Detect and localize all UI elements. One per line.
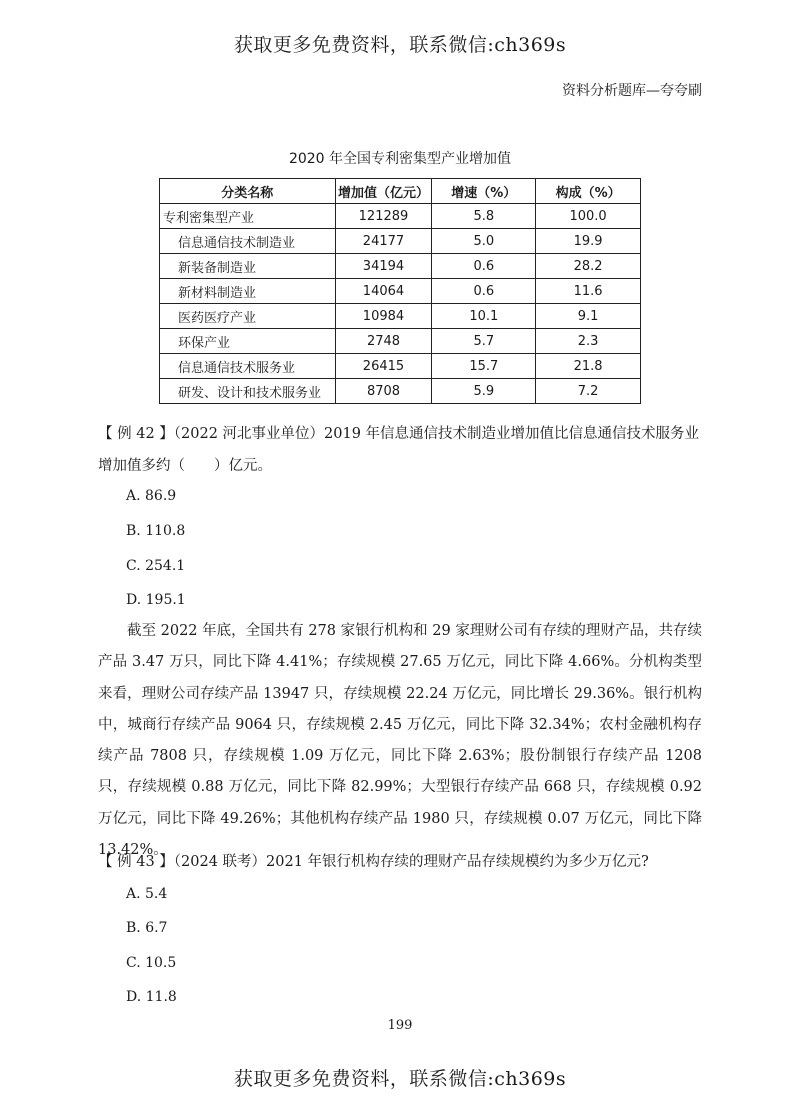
category-cell: 信息通信技术服务业 [160, 354, 336, 379]
share-cell: 21.8 [536, 354, 641, 379]
share-cell: 7.2 [536, 379, 641, 404]
growth-cell: 0.6 [432, 279, 536, 304]
category-cell: 信息通信技术制造业 [160, 229, 336, 254]
table-row [160, 279, 641, 304]
growth-cell: 5.7 [432, 329, 536, 354]
question-43: 【 例 43 】（2024 联考）2021 年银行机构存续的理财产品存续规模约为多少万亿元? [98, 854, 649, 870]
value-cell: 121289 [335, 204, 432, 229]
table-row [160, 329, 641, 354]
value-cell: 2748 [335, 329, 432, 354]
column-header: 分类名称 [160, 179, 336, 204]
running-header: 资料分析题库—夸夸刷 [562, 83, 702, 99]
watermark-bottom: 获取更多免费资料，联系微信:ch369s [233, 1068, 567, 1090]
table-row [160, 254, 641, 279]
table-header-row [160, 179, 641, 204]
growth-cell: 10.1 [432, 304, 536, 329]
value-cell: 14064 [335, 279, 432, 304]
value-cell: 34194 [335, 254, 432, 279]
share-cell: 19.9 [536, 229, 641, 254]
column-header: 构成（%） [536, 179, 641, 204]
value-cell: 26415 [335, 354, 432, 379]
data-table [159, 178, 641, 404]
q43-option-c: C. 10.5 [126, 955, 177, 971]
category-cell: 研发、设计和技术服务业 [160, 379, 336, 404]
share-cell: 2.3 [536, 329, 641, 354]
table-row [160, 204, 641, 229]
share-cell: 11.6 [536, 279, 641, 304]
table-row [160, 354, 641, 379]
q43-option-b: B. 6.7 [126, 920, 168, 936]
growth-cell: 5.8 [432, 204, 536, 229]
share-cell: 100.0 [536, 204, 641, 229]
q42-option-d: D. 195.1 [126, 592, 186, 608]
value-cell: 24177 [335, 229, 432, 254]
page-number: 199 [387, 1018, 413, 1033]
category-cell: 医药医疗产业 [160, 304, 336, 329]
category-cell: 专利密集型产业 [160, 204, 336, 229]
category-cell: 环保产业 [160, 329, 336, 354]
q42-option-a: A. 86.9 [126, 488, 177, 504]
q43-option-a: A. 5.4 [126, 886, 168, 902]
column-header: 增加值（亿元） [335, 179, 432, 204]
category-cell: 新装备制造业 [160, 254, 336, 279]
table-row [160, 379, 641, 404]
table-row [160, 304, 641, 329]
question-42: 【 例 42 】（2022 河北事业单位）2019 年信息通信技术制造业增加值比信息通信技术服务业增加值多约（ ）亿元。 [98, 426, 700, 474]
share-cell: 9.1 [536, 304, 641, 329]
watermark-top: 获取更多免费资料，联系微信:ch369s [233, 34, 567, 56]
column-header: 增速（%） [432, 179, 536, 204]
share-cell: 28.2 [536, 254, 641, 279]
table-title: 2020 年全国专利密集型产业增加值 [288, 151, 512, 167]
category-cell: 新材料制造业 [160, 279, 336, 304]
q42-option-c: C. 254.1 [126, 558, 186, 574]
growth-cell: 5.0 [432, 229, 536, 254]
growth-cell: 0.6 [432, 254, 536, 279]
q42-option-b: B. 110.8 [126, 523, 186, 539]
growth-cell: 15.7 [432, 354, 536, 379]
value-cell: 10984 [335, 304, 432, 329]
q43-option-d: D. 11.8 [126, 989, 177, 1005]
material-passage: 截至 2022 年底，全国共有 278 家银行机构和 29 家理财公司有存续的理财产品，共存续产品 3.47 万只，同比下降 4.41%；存续规模 27.65 万亿元，同比下降 4.66%。分机构类型来看，理财公司存续产品 13947 只，存续规模 22.24 万亿元，同比增长 29.36%。银行机构中，城商行存续产品 9064 只，存续规模 2.45 万亿元，同比下降 32.34%；农村金融机构存续产品 7808 只，存续规模 1.09 万亿元，同比下降 2.63%；股份制银行存续产品 1208 只，存续规模 0.88 万亿元，同比下降 82.99%；大型银行存续产品 668 只，存续规模 0.92 万亿元，同比下降 49.26%；其他机构存续产品 1980 只，存续规模 0.07 万亿元，同比下降 13.42%。 [98, 623, 702, 859]
value-cell: 8708 [335, 379, 432, 404]
growth-cell: 5.9 [432, 379, 536, 404]
table-row [160, 229, 641, 254]
